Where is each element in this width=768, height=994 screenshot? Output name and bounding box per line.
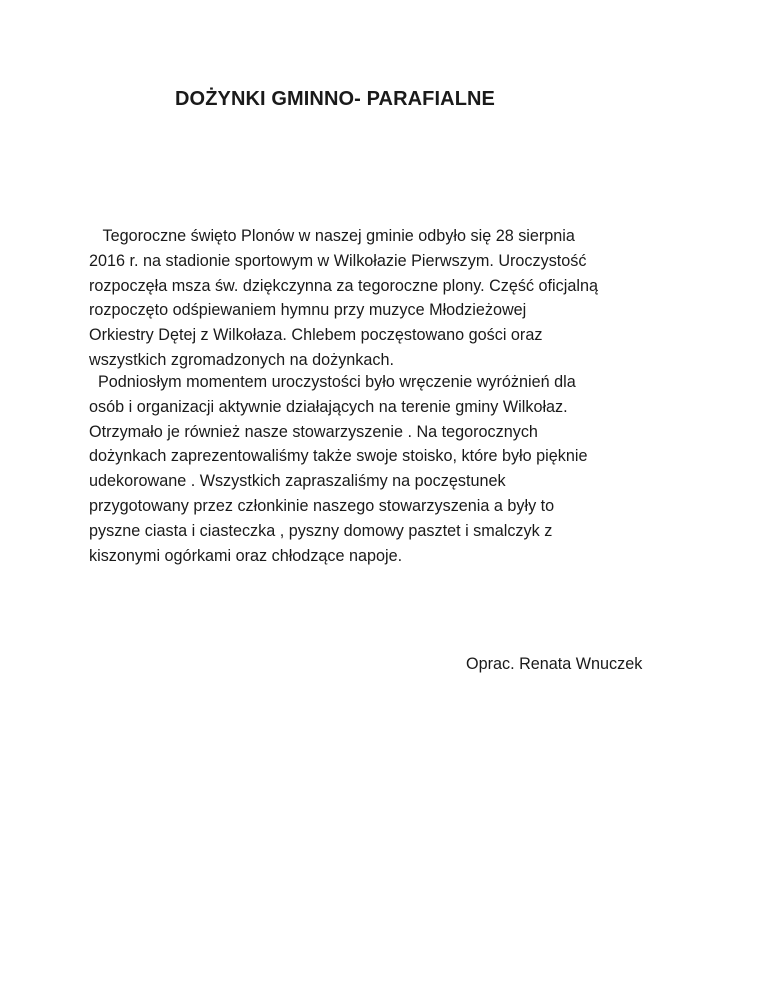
paragraph-line: 2016 r. na stadionie sportowym w Wilkołazie Pierwszym. Uroczystość <box>89 251 587 270</box>
paragraph-line: dożynkach zaprezentowaliśmy także swoje stoisko, które było pięknie <box>89 447 588 466</box>
paragraph-line: Tegoroczne święto Plonów w naszej gminie odbyło się 28 sierpnia <box>89 227 575 245</box>
paragraph-line: kiszonymi ogórkami oraz chłodzące napoje. <box>89 546 403 565</box>
paragraph-line: przygotowany przez członkinie naszego stowarzyszenia a były to <box>89 496 555 515</box>
paragraph-line: pyszne ciasta i ciasteczka , pyszny domowy pasztet i smalczyk z <box>89 521 553 540</box>
paragraph-line: osób i organizacji aktywnie działających na terenie gminy Wilkołaz. <box>89 397 568 416</box>
author-signature: Oprac. Renata Wnuczek <box>466 655 643 673</box>
paragraph-line: Otrzymało je również nasze stowarzyszenie . Na tegorocznych <box>89 422 538 441</box>
paragraph-line: Podniosłym momentem uroczystości było wręczenie wyróżnień dla <box>89 373 576 391</box>
paragraph-line: rozpoczęła msza św. dziękczynna za tegoroczne plony. Część oficjalną <box>89 276 598 295</box>
paragraph-line: rozpoczęto odśpiewaniem hymnu przy muzyce Młodzieżowej <box>89 301 527 320</box>
paragraph-line: Orkiestry Dętej z Wilkołaza. Chlebem poczęstowano gości oraz <box>89 326 543 345</box>
paragraph-line: udekorowane . Wszystkich zapraszaliśmy na poczęstunek <box>89 472 506 491</box>
paragraph-2 <box>89 370 689 568</box>
paragraph-1 <box>89 224 689 373</box>
paragraph-line: wszystkich zgromadzonych na dożynkach. <box>89 350 395 369</box>
document-title: DOŻYNKI GMINNO- PARAFIALNE <box>175 88 495 110</box>
